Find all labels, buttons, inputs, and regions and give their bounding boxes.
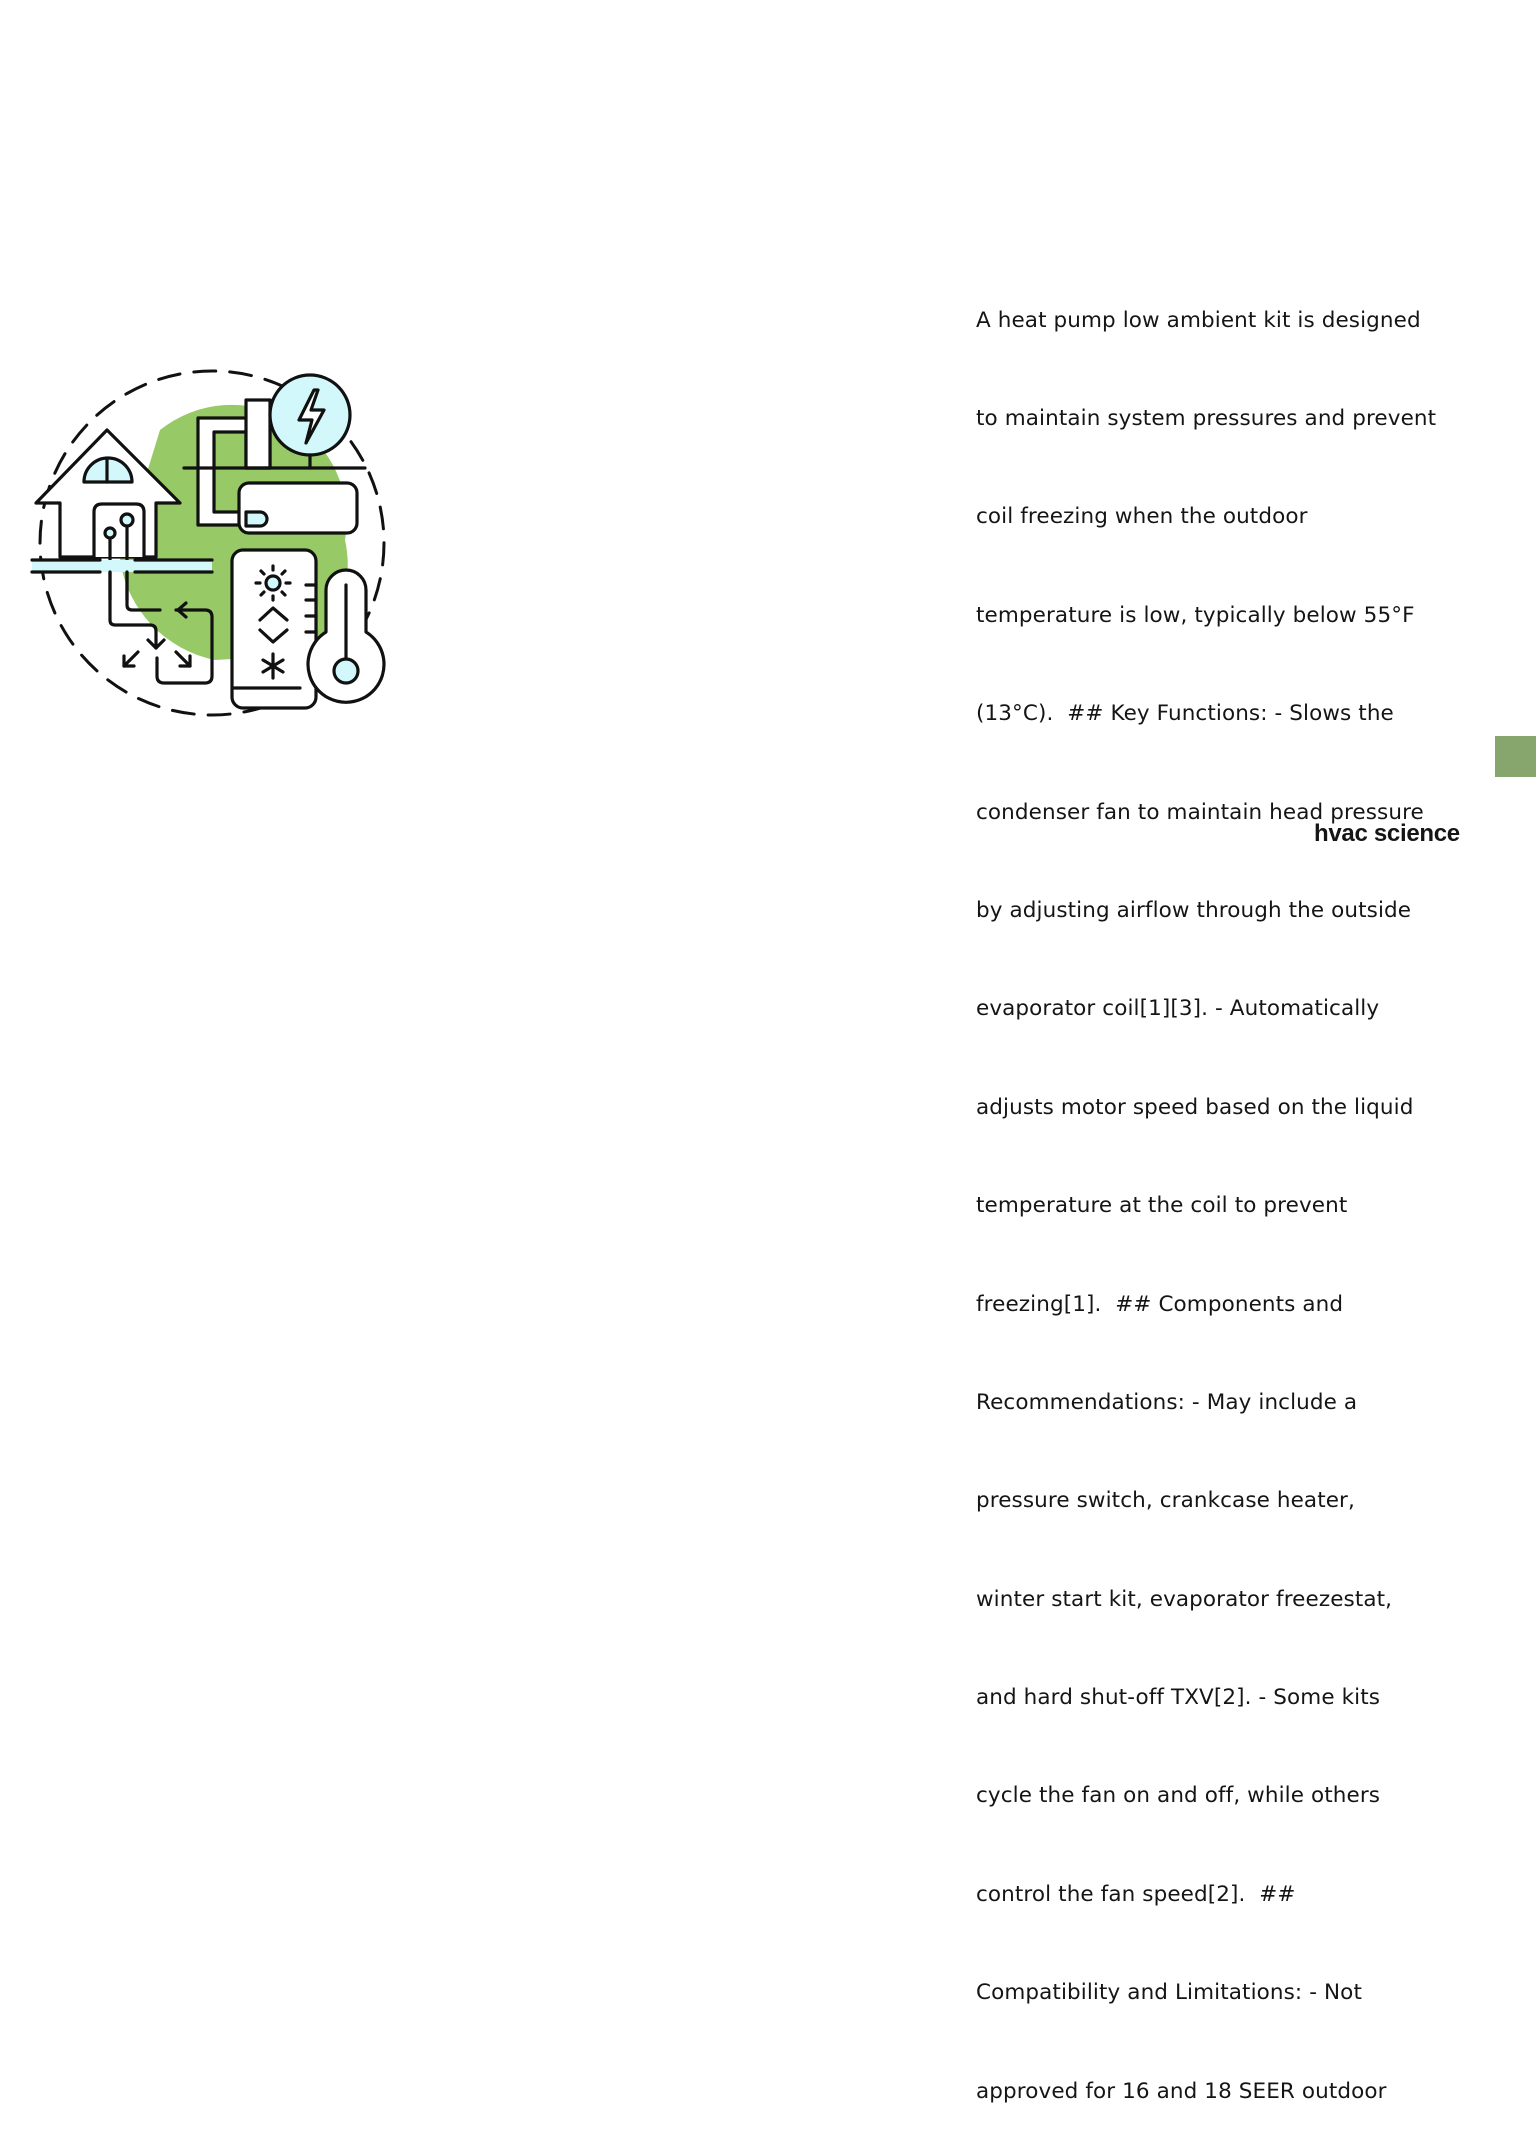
article-line: evaporator coil[1][3]. - Automatically bbox=[976, 996, 1380, 1022]
article-line: pressure switch, crankcase heater, bbox=[976, 1488, 1355, 1514]
article-text bbox=[976, 239, 1476, 2141]
article-line: approved for 16 and 18 SEER outdoor bbox=[976, 2078, 1387, 2104]
article-line: to maintain system pressures and prevent bbox=[976, 405, 1437, 431]
ground-line-icon bbox=[32, 560, 212, 572]
article-line: cycle the fan on and off, while others bbox=[976, 1783, 1381, 1809]
article-line: temperature is low, typically below 55°F bbox=[976, 602, 1415, 628]
side-tab-button[interactable] bbox=[1495, 736, 1536, 777]
article-line: control the fan speed[2]. ## bbox=[976, 1881, 1296, 1907]
thermostat-icon bbox=[232, 550, 316, 708]
brand-watermark: hvac science bbox=[1314, 820, 1460, 847]
article-line: freezing[1]. ## Components and bbox=[976, 1291, 1344, 1317]
article-line: A heat pump low ambient kit is designed bbox=[976, 307, 1421, 333]
article-line: by adjusting airflow through the outside bbox=[976, 897, 1412, 923]
article-line: (13°C). ## Key Functions: - Slows the bbox=[976, 701, 1394, 727]
sun-icon bbox=[256, 566, 290, 600]
article-line: Compatibility and Limitations: - Not bbox=[976, 1980, 1362, 2006]
article-line: and hard shut-off TXV[2]. - Some kits bbox=[976, 1685, 1381, 1711]
article-line: winter start kit, evaporator freezestat, bbox=[976, 1586, 1393, 1612]
article-line: condenser fan to maintain head pressure bbox=[976, 799, 1424, 825]
heat-pump-illustration bbox=[20, 360, 400, 720]
article-line: adjusts motor speed based on the liquid bbox=[976, 1094, 1414, 1120]
article-line: coil freezing when the outdoor bbox=[976, 504, 1308, 530]
article-line: temperature at the coil to prevent bbox=[976, 1193, 1348, 1219]
article-line: Recommendations: - May include a bbox=[976, 1389, 1358, 1415]
